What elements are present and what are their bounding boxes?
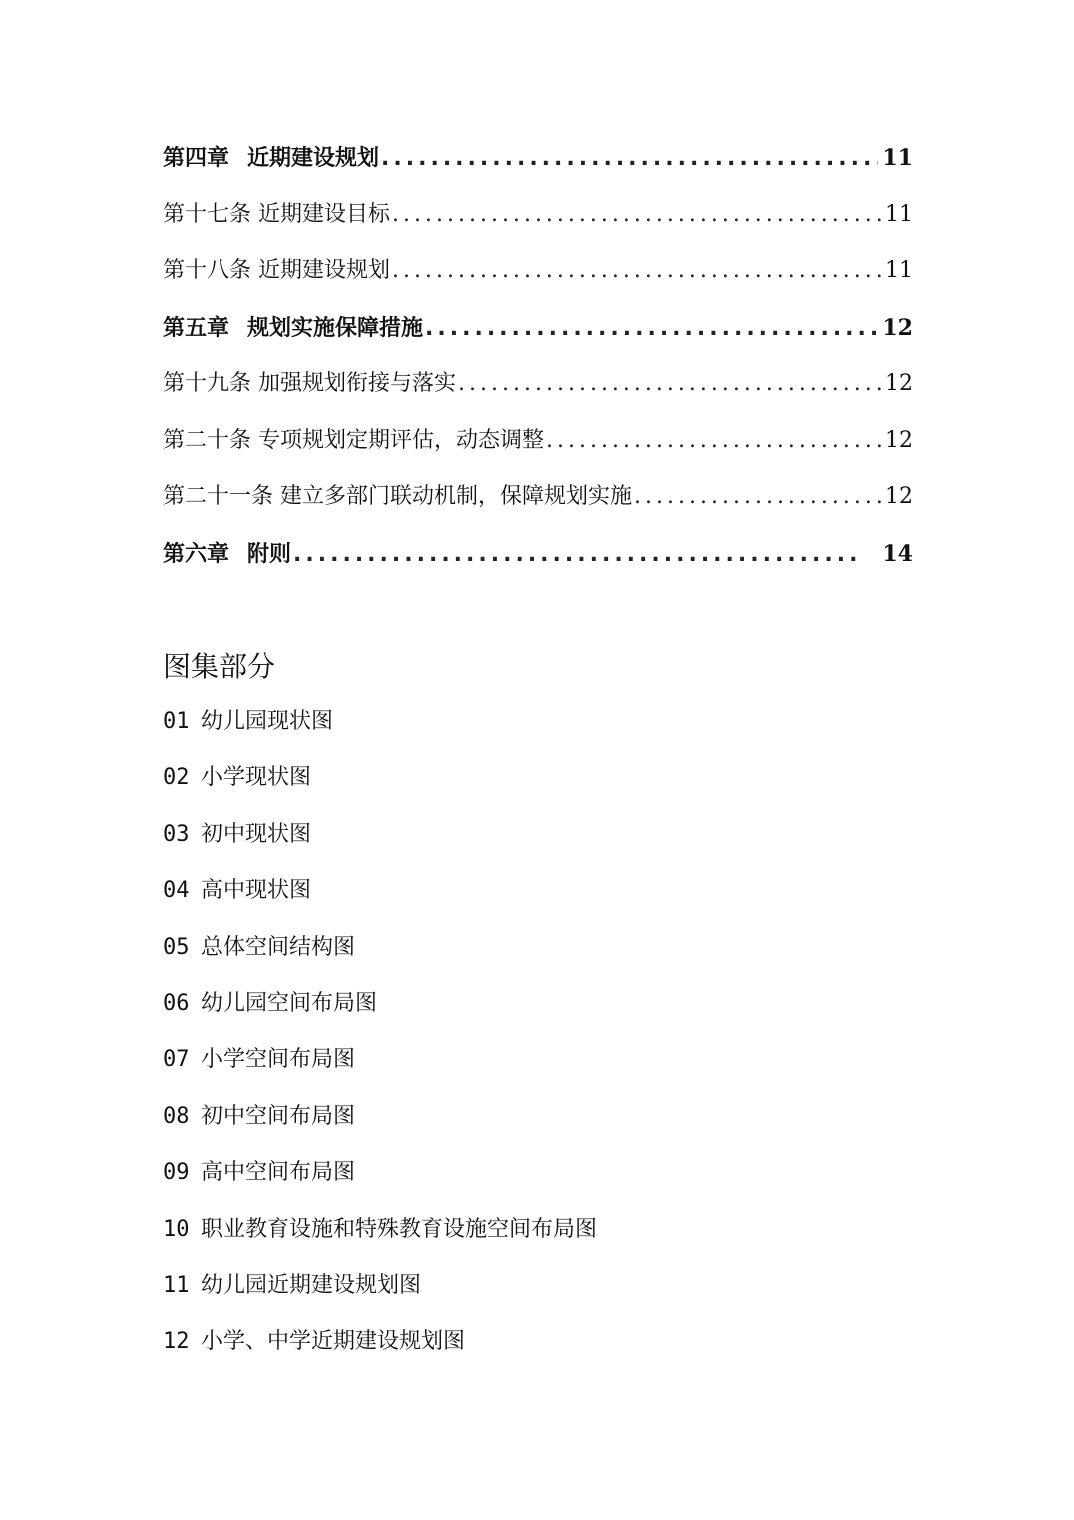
toc-chapter-title	[163, 309, 423, 349]
atlas-item-title: 小学空间布局图	[201, 1047, 356, 1073]
atlas-item[interactable]	[163, 1266, 913, 1322]
atlas-item-title: 高中现状图	[201, 878, 312, 904]
toc-label: 第二十条	[163, 427, 252, 453]
dot-leader	[392, 251, 881, 291]
toc-title: 建立多部门联动机制，保障规划实施	[280, 484, 633, 509]
atlas-item[interactable]	[163, 702, 913, 758]
toc-label: 第十七条	[163, 201, 252, 227]
toc-chapter-title	[163, 139, 379, 179]
toc-title: 规划实施保障措施	[247, 315, 424, 341]
toc-label: 第二十一条	[163, 484, 274, 509]
atlas-item[interactable]	[163, 984, 913, 1040]
atlas-item-code: 10	[163, 1216, 190, 1242]
toc-article[interactable]	[163, 477, 913, 534]
toc-page-number: 11	[882, 145, 913, 171]
toc-page-number: 12	[882, 314, 913, 341]
atlas-item-code: 12	[163, 1329, 190, 1355]
atlas-item-code: 07	[163, 1047, 190, 1073]
toc-title: 近期建设规划	[258, 258, 391, 283]
toc-label: 第五章	[163, 315, 230, 341]
toc-title: 附则	[247, 541, 292, 567]
toc-label: 第六章	[163, 541, 230, 567]
atlas-item-title: 小学现状图	[201, 765, 312, 791]
atlas-item-code: 06	[163, 990, 190, 1016]
toc-page-number: 14	[882, 540, 913, 567]
atlas-item-title: 高中空间布局图	[201, 1160, 356, 1186]
toc-article[interactable]	[163, 421, 913, 478]
toc-article[interactable]	[163, 251, 913, 308]
toc-label: 第十八条	[163, 258, 252, 283]
toc-page-number: 12	[885, 427, 913, 453]
atlas-item-title: 初中空间布局图	[201, 1103, 356, 1129]
atlas-item[interactable]	[163, 1040, 913, 1096]
toc-article[interactable]	[163, 195, 913, 252]
toc-page-number: 11	[885, 201, 913, 227]
atlas-item[interactable]	[163, 758, 913, 814]
toc-article-title	[163, 251, 390, 291]
atlas-item[interactable]	[163, 928, 913, 984]
toc-article-title	[163, 364, 456, 404]
toc-page-number: 12	[885, 484, 913, 509]
atlas-item-code: 01	[163, 709, 190, 734]
atlas-heading: 图集部分	[163, 650, 276, 683]
atlas-item-title: 初中现状图	[201, 821, 312, 847]
atlas-item-title: 职业教育设施和特殊教育设施空间布局图	[201, 1216, 598, 1242]
toc-article-title	[163, 421, 544, 461]
atlas-item-code: 05	[163, 934, 190, 960]
atlas-item[interactable]	[163, 1210, 913, 1266]
toc-label: 第十九条	[163, 371, 252, 396]
atlas-list	[163, 702, 913, 1379]
toc-article-title	[163, 477, 632, 517]
atlas-item-code: 03	[163, 821, 190, 847]
atlas-item-title: 幼儿园空间布局图	[201, 990, 378, 1016]
toc-title: 加强规划衔接与落实	[258, 371, 457, 396]
atlas-item[interactable]	[163, 871, 913, 927]
atlas-item-title: 总体空间结构图	[201, 934, 356, 960]
atlas-item-code: 08	[163, 1103, 190, 1129]
toc-chapter[interactable]	[163, 534, 913, 591]
atlas-item-code: 02	[163, 765, 190, 791]
toc-title: 专项规划定期评估，动态调整	[258, 427, 545, 453]
toc-page-number: 12	[885, 371, 913, 396]
atlas-item-title: 小学、中学近期建设规划图	[201, 1329, 466, 1355]
dot-leader	[381, 139, 878, 179]
table-of-contents	[163, 138, 913, 590]
atlas-item-code: 11	[163, 1272, 190, 1298]
toc-article[interactable]	[163, 364, 913, 421]
toc-chapter-title	[163, 535, 291, 575]
toc-label: 第四章	[163, 146, 230, 171]
toc-chapter[interactable]	[163, 308, 913, 365]
atlas-item[interactable]	[163, 1097, 913, 1153]
toc-title: 近期建设规划	[247, 146, 380, 171]
dot-leader	[293, 535, 862, 575]
dot-leader	[425, 309, 878, 349]
dot-leader	[458, 364, 881, 404]
dot-leader	[392, 195, 881, 235]
atlas-item-code: 09	[163, 1160, 190, 1186]
dot-leader	[634, 477, 881, 517]
atlas-item-code: 04	[163, 878, 190, 904]
dot-leader	[546, 421, 881, 461]
atlas-item[interactable]	[163, 1153, 913, 1209]
atlas-item-title: 幼儿园现状图	[201, 709, 334, 734]
atlas-item[interactable]	[163, 1322, 913, 1378]
toc-title: 近期建设目标	[258, 201, 391, 227]
toc-page-number: 11	[885, 258, 913, 283]
atlas-item[interactable]	[163, 815, 913, 871]
toc-article-title	[163, 195, 390, 235]
toc-chapter[interactable]	[163, 138, 913, 195]
atlas-item-title: 幼儿园近期建设规划图	[201, 1272, 422, 1298]
